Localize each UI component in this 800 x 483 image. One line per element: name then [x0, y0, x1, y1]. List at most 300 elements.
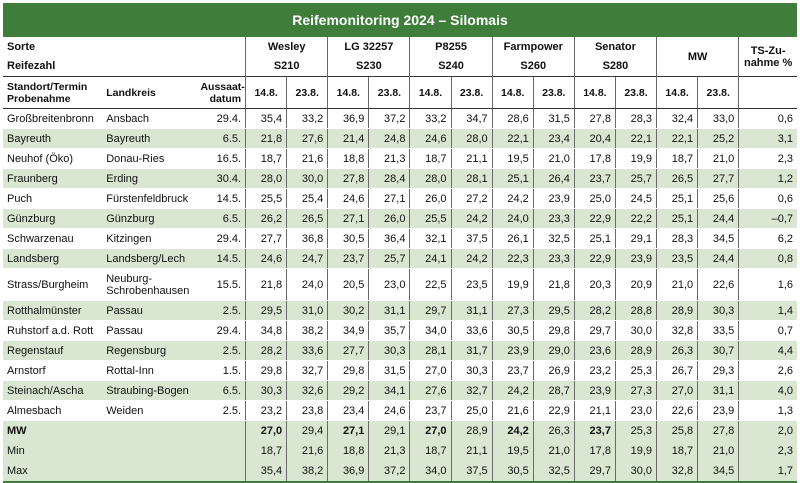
value-cell: 25,5	[410, 209, 451, 229]
value-cell: 27,6	[287, 129, 328, 149]
value-cell: 31,1	[369, 301, 410, 321]
summary-value-cell: 29,1	[369, 421, 410, 442]
value-cell: 33,5	[698, 321, 739, 341]
value-cell: 36,8	[287, 229, 328, 249]
landkreis-header: Landkreis	[102, 77, 196, 109]
value-cell: 24,1	[410, 249, 451, 269]
value-cell: 17,8	[574, 149, 615, 169]
value-cell: 28,3	[615, 109, 656, 129]
value-cell: 25,4	[287, 189, 328, 209]
ts-cell: 1,4	[739, 301, 797, 321]
value-cell: 26,4	[533, 169, 574, 189]
value-cell: 27,0	[410, 361, 451, 381]
value-cell: 26,5	[287, 209, 328, 229]
variety-farmpower: Farmpower	[492, 37, 574, 56]
summary-value-cell: 34,0	[410, 461, 451, 482]
landkreis-cell: Günzburg	[102, 209, 196, 229]
value-cell: 18,7	[410, 149, 451, 169]
value-cell: 18,8	[328, 149, 369, 169]
table-frame	[3, 3, 797, 477]
value-cell: 28,9	[657, 301, 698, 321]
table-row	[3, 209, 797, 229]
ripeness-table	[3, 37, 797, 483]
value-cell: 22,1	[657, 129, 698, 149]
landkreis-cell: Ansbach	[102, 109, 196, 129]
value-cell: 33,6	[451, 321, 492, 341]
value-cell: 22,5	[410, 269, 451, 301]
value-cell: 23,4	[328, 401, 369, 421]
value-cell: 21,8	[246, 129, 287, 149]
value-cell: 23,7	[574, 169, 615, 189]
value-cell: 37,5	[451, 229, 492, 249]
summary-value-cell: 21,6	[287, 441, 328, 461]
summary-value-cell: 21,3	[369, 441, 410, 461]
summary-value-cell: 25,8	[657, 421, 698, 442]
value-cell: 26,7	[657, 361, 698, 381]
value-cell: 28,0	[410, 169, 451, 189]
summary-value-cell: 21,0	[698, 441, 739, 461]
aussaat-cell: 16.5.	[196, 149, 245, 169]
value-cell: 25,2	[698, 129, 739, 149]
value-cell: 21,3	[369, 149, 410, 169]
date-header: 23.8.	[451, 77, 492, 109]
value-cell: 34,9	[328, 321, 369, 341]
ts-cell: 4,4	[739, 341, 797, 361]
value-cell: 24,7	[287, 249, 328, 269]
value-cell: 32,5	[533, 229, 574, 249]
value-cell: 21,1	[574, 401, 615, 421]
standort-cell: Almesbach	[3, 401, 102, 421]
value-cell: 28,0	[451, 129, 492, 149]
summary-value-cell: 23,7	[574, 421, 615, 442]
value-cell: 27,0	[657, 381, 698, 401]
summary-value-cell: 28,9	[451, 421, 492, 442]
date-header: 23.8.	[287, 77, 328, 109]
value-cell: 25,3	[615, 361, 656, 381]
ts-cell: 0,8	[739, 249, 797, 269]
summary-value-cell: 35,4	[246, 461, 287, 482]
standort-cell: Schwarzenau	[3, 229, 102, 249]
value-cell: 23,9	[615, 249, 656, 269]
summary-label: Max	[3, 461, 246, 482]
value-cell: 23,3	[533, 249, 574, 269]
summary-value-cell: 29,7	[574, 461, 615, 482]
summary-value-cell: 24,2	[492, 421, 533, 442]
value-cell: 24,8	[369, 129, 410, 149]
table-row	[3, 109, 797, 129]
value-cell: 34,0	[410, 321, 451, 341]
value-cell: 23,2	[246, 401, 287, 421]
value-cell: 19,9	[615, 149, 656, 169]
value-cell: 27,6	[410, 381, 451, 401]
standort-cell: Steinach/Ascha	[3, 381, 102, 401]
value-cell: 27,7	[698, 169, 739, 189]
value-cell: 30,3	[369, 341, 410, 361]
value-cell: 24,5	[615, 189, 656, 209]
value-cell: 33,2	[287, 109, 328, 129]
landkreis-cell: Kitzingen	[102, 229, 196, 249]
value-cell: 25,1	[574, 229, 615, 249]
value-cell: 23,8	[287, 401, 328, 421]
landkreis-cell: Neuburg-Schrobenhausen	[102, 269, 196, 301]
aussaat-cell: 1.5.	[196, 361, 245, 381]
value-cell: 23,4	[533, 129, 574, 149]
value-cell: 23,9	[698, 401, 739, 421]
value-cell: 29,0	[533, 341, 574, 361]
summary-value-cell: 18,7	[410, 441, 451, 461]
standort-cell: Regenstauf	[3, 341, 102, 361]
value-cell: 30,3	[698, 301, 739, 321]
value-cell: 26,3	[657, 341, 698, 361]
value-cell: 21,1	[451, 149, 492, 169]
value-cell: 26,5	[657, 169, 698, 189]
value-cell: 25,7	[369, 249, 410, 269]
value-cell: 24,2	[492, 381, 533, 401]
value-cell: 23,9	[533, 189, 574, 209]
value-cell: 29,3	[698, 361, 739, 381]
value-cell: 27,3	[492, 301, 533, 321]
date-header: 23.8.	[369, 77, 410, 109]
value-cell: 33,0	[698, 109, 739, 129]
landkreis-cell: Donau-Ries	[102, 149, 196, 169]
summary-value-cell: 38,2	[287, 461, 328, 482]
summary-value-cell: 19,9	[615, 441, 656, 461]
value-cell: 36,9	[328, 109, 369, 129]
value-cell: 23,9	[492, 341, 533, 361]
summary-value-cell: 30,0	[615, 461, 656, 482]
sorte-label: Sorte	[7, 40, 36, 53]
variety-senator: Senator	[574, 37, 656, 56]
summary-label: MW	[3, 421, 246, 442]
value-cell: 27,2	[451, 189, 492, 209]
value-cell: 22,9	[533, 401, 574, 421]
summary-label: Min	[3, 441, 246, 461]
value-cell: 23,0	[615, 401, 656, 421]
landkreis-cell: Straubing-Bogen	[102, 381, 196, 401]
ts-cell: 1,3	[739, 401, 797, 421]
value-cell: 19,9	[492, 269, 533, 301]
summary-value-cell: 18,7	[246, 441, 287, 461]
value-cell: 28,2	[246, 341, 287, 361]
landkreis-cell: Bayreuth	[102, 129, 196, 149]
summary-value-cell: 26,3	[533, 421, 574, 442]
value-cell: 28,1	[451, 169, 492, 189]
table-row	[3, 341, 797, 361]
value-cell: 29,7	[410, 301, 451, 321]
standort-cell: Arnstorf	[3, 361, 102, 381]
standort-header: Standort/Termin Probenahme	[3, 77, 102, 109]
summary-value-cell: 27,8	[698, 421, 739, 442]
value-cell: 21,8	[246, 269, 287, 301]
value-cell: 29,8	[246, 361, 287, 381]
value-cell: 29,1	[615, 229, 656, 249]
value-cell: 25,0	[574, 189, 615, 209]
ts-cell: 2,3	[739, 149, 797, 169]
value-cell: 36,4	[369, 229, 410, 249]
table-title: Reifemonitoring 2024 – Silomais	[3, 3, 797, 37]
value-cell: 24,4	[698, 249, 739, 269]
ts-cell: 6,2	[739, 229, 797, 249]
value-cell: 23,5	[451, 269, 492, 301]
summary-value-cell: 30,5	[492, 461, 533, 482]
standort-cell: Bayreuth	[3, 129, 102, 149]
value-cell: 30,3	[246, 381, 287, 401]
value-cell: 21,8	[533, 269, 574, 301]
reifezahl-lg32257: S230	[328, 56, 410, 77]
value-cell: 31,7	[451, 341, 492, 361]
variety-mw: MW	[657, 37, 739, 77]
aussaat-cell: 6.5.	[196, 381, 245, 401]
date-header: 14.8.	[328, 77, 369, 109]
value-cell: 18,7	[246, 149, 287, 169]
value-cell: 32,7	[451, 381, 492, 401]
table-row	[3, 149, 797, 169]
value-cell: 21,0	[533, 149, 574, 169]
value-cell: 24,6	[246, 249, 287, 269]
ts-cell: 0,6	[739, 109, 797, 129]
value-cell: 27,7	[246, 229, 287, 249]
value-cell: 30,5	[492, 321, 533, 341]
header-row-columns	[3, 77, 797, 109]
ts-cell: 3,1	[739, 129, 797, 149]
value-cell: 24,6	[410, 129, 451, 149]
ts-header-spacer	[739, 77, 797, 109]
value-cell: 26,0	[369, 209, 410, 229]
reifezahl-p8255: S240	[410, 56, 492, 77]
value-cell: 30,7	[698, 341, 739, 361]
value-cell: 23,3	[533, 209, 574, 229]
table-row	[3, 129, 797, 149]
value-cell: 28,8	[615, 301, 656, 321]
standort-cell: Neuhof (Öko)	[3, 149, 102, 169]
value-cell: 26,2	[246, 209, 287, 229]
value-cell: 20,3	[574, 269, 615, 301]
value-cell: 35,7	[369, 321, 410, 341]
value-cell: 24,2	[451, 209, 492, 229]
summary-value-cell: 19,5	[492, 441, 533, 461]
value-cell: 29,5	[533, 301, 574, 321]
standort-cell: Puch	[3, 189, 102, 209]
table-row	[3, 361, 797, 381]
table-row	[3, 249, 797, 269]
value-cell: 30,3	[451, 361, 492, 381]
value-cell: 28,0	[246, 169, 287, 189]
value-cell: 38,2	[287, 321, 328, 341]
value-cell: 19,5	[492, 149, 533, 169]
summary-value-cell: 32,8	[657, 461, 698, 482]
aussaat-cell: 29.4.	[196, 321, 245, 341]
value-cell: 27,1	[369, 189, 410, 209]
value-cell: 31,1	[698, 381, 739, 401]
value-cell: 25,1	[492, 169, 533, 189]
value-cell: 27,8	[574, 109, 615, 129]
summary-row	[3, 461, 797, 482]
table-row	[3, 401, 797, 421]
value-cell: 27,1	[328, 209, 369, 229]
table-row	[3, 321, 797, 341]
landkreis-cell: Passau	[102, 301, 196, 321]
value-cell: 22,1	[492, 129, 533, 149]
ts-cell: 0,7	[739, 321, 797, 341]
aussaat-cell: 2.5.	[196, 341, 245, 361]
value-cell: 24,4	[698, 209, 739, 229]
value-cell: 30,0	[287, 169, 328, 189]
date-header: 14.8.	[657, 77, 698, 109]
value-cell: 37,2	[369, 109, 410, 129]
standort-cell: Landsberg	[3, 249, 102, 269]
ts-cell: 1,6	[739, 269, 797, 301]
aussaat-cell: 15.5.	[196, 269, 245, 301]
table-row	[3, 269, 797, 301]
reifezahl-farmpower: S260	[492, 56, 574, 77]
value-cell: 32,4	[657, 109, 698, 129]
aussaat-cell: 30.4.	[196, 169, 245, 189]
standort-cell: Günzburg	[3, 209, 102, 229]
value-cell: 28,7	[533, 381, 574, 401]
date-header: 23.8.	[698, 77, 739, 109]
value-cell: 21,0	[657, 269, 698, 301]
value-cell: 33,2	[410, 109, 451, 129]
value-cell: 28,3	[657, 229, 698, 249]
value-cell: 23,7	[328, 249, 369, 269]
summary-value-cell: 21,1	[451, 441, 492, 461]
ts-header: TS-Zu-nahme %	[739, 37, 797, 77]
value-cell: 24,2	[492, 189, 533, 209]
table-row	[3, 381, 797, 401]
value-cell: 24,0	[287, 269, 328, 301]
table-row	[3, 229, 797, 249]
reifezahl-label: Reifezahl	[7, 60, 56, 72]
landkreis-cell: Passau	[102, 321, 196, 341]
value-cell: 28,6	[492, 109, 533, 129]
value-cell: 32,6	[287, 381, 328, 401]
variety-p8255: P8255	[410, 37, 492, 56]
summary-value-cell: 27,1	[328, 421, 369, 442]
value-cell: 25,0	[451, 401, 492, 421]
variety-lg32257: LG 32257	[328, 37, 410, 56]
value-cell: 32,8	[657, 321, 698, 341]
landkreis-cell: Erding	[102, 169, 196, 189]
value-cell: 20,4	[574, 129, 615, 149]
value-cell: 30,0	[615, 321, 656, 341]
date-header: 14.8.	[410, 77, 451, 109]
variety-wesley: Wesley	[246, 37, 328, 56]
value-cell: 22,9	[574, 209, 615, 229]
summary-value-cell: 34,5	[698, 461, 739, 482]
value-cell: 22,6	[657, 401, 698, 421]
summary-value-cell: 32,5	[533, 461, 574, 482]
summary-value-cell: 37,2	[369, 461, 410, 482]
value-cell: 26,1	[492, 229, 533, 249]
summary-value-cell: 21,0	[533, 441, 574, 461]
aussaat-cell: 29.4.	[196, 229, 245, 249]
value-cell: 20,5	[328, 269, 369, 301]
value-cell: 21,0	[698, 149, 739, 169]
value-cell: 23,7	[410, 401, 451, 421]
value-cell: 23,9	[574, 381, 615, 401]
standort-cell: Großbreitenbronn	[3, 109, 102, 129]
header-row-variety	[3, 37, 797, 56]
table-row	[3, 189, 797, 209]
value-cell: 22,9	[574, 249, 615, 269]
aussaat-cell: 14.5.	[196, 189, 245, 209]
summary-ts-cell: 2,3	[739, 441, 797, 461]
value-cell: 23,2	[574, 361, 615, 381]
value-cell: 28,2	[574, 301, 615, 321]
value-cell: 31,1	[451, 301, 492, 321]
aussaat-cell: 6.5.	[196, 129, 245, 149]
summary-ts-cell: 2,0	[739, 421, 797, 442]
value-cell: 23,5	[657, 249, 698, 269]
value-cell: 28,1	[410, 341, 451, 361]
date-header: 14.8.	[246, 77, 287, 109]
summary-value-cell: 27,0	[410, 421, 451, 442]
value-cell: 29,7	[574, 321, 615, 341]
value-cell: 29,2	[328, 381, 369, 401]
value-cell: 34,5	[698, 229, 739, 249]
value-cell: 21,4	[328, 129, 369, 149]
value-cell: 33,6	[287, 341, 328, 361]
reifezahl-wesley: S210	[246, 56, 328, 77]
value-cell: 29,5	[246, 301, 287, 321]
value-cell: 22,6	[698, 269, 739, 301]
aussaat-cell: 14.5.	[196, 249, 245, 269]
value-cell: 24,6	[369, 401, 410, 421]
value-cell: 24,2	[451, 249, 492, 269]
value-cell: 25,6	[698, 189, 739, 209]
value-cell: 29,8	[533, 321, 574, 341]
table-row	[3, 301, 797, 321]
value-cell: 28,4	[369, 169, 410, 189]
value-cell: 34,7	[451, 109, 492, 129]
value-cell: 30,2	[328, 301, 369, 321]
value-cell: 20,9	[615, 269, 656, 301]
aussaat-cell: 29.4.	[196, 109, 245, 129]
ts-cell: 2,6	[739, 361, 797, 381]
date-header: 14.8.	[574, 77, 615, 109]
value-cell: 32,7	[287, 361, 328, 381]
value-cell: 27,8	[328, 169, 369, 189]
value-cell: 22,2	[615, 209, 656, 229]
aussaat-cell: 6.5.	[196, 209, 245, 229]
summary-value-cell: 27,0	[246, 421, 287, 442]
reifezahl-senator: S280	[574, 56, 656, 77]
value-cell: 18,7	[657, 149, 698, 169]
standort-cell: Strass/Burgheim	[3, 269, 102, 301]
value-cell: 22,1	[615, 129, 656, 149]
value-cell: 26,0	[410, 189, 451, 209]
value-cell: 23,7	[492, 361, 533, 381]
summary-value-cell: 25,3	[615, 421, 656, 442]
landkreis-cell: Landsberg/Lech	[102, 249, 196, 269]
ts-cell: 1,2	[739, 169, 797, 189]
summary-row	[3, 441, 797, 461]
ts-cell: –0,7	[739, 209, 797, 229]
summary-value-cell: 36,9	[328, 461, 369, 482]
summary-ts-cell: 1,7	[739, 461, 797, 482]
standort-cell: Ruhstorf a.d. Rott	[3, 321, 102, 341]
landkreis-cell: Weiden	[102, 401, 196, 421]
summary-value-cell: 29,4	[287, 421, 328, 442]
value-cell: 24,0	[492, 209, 533, 229]
value-cell: 25,1	[657, 209, 698, 229]
value-cell: 22,3	[492, 249, 533, 269]
value-cell: 27,7	[328, 341, 369, 361]
value-cell: 31,5	[533, 109, 574, 129]
value-cell: 28,9	[615, 341, 656, 361]
summary-value-cell: 18,7	[657, 441, 698, 461]
value-cell: 32,1	[410, 229, 451, 249]
